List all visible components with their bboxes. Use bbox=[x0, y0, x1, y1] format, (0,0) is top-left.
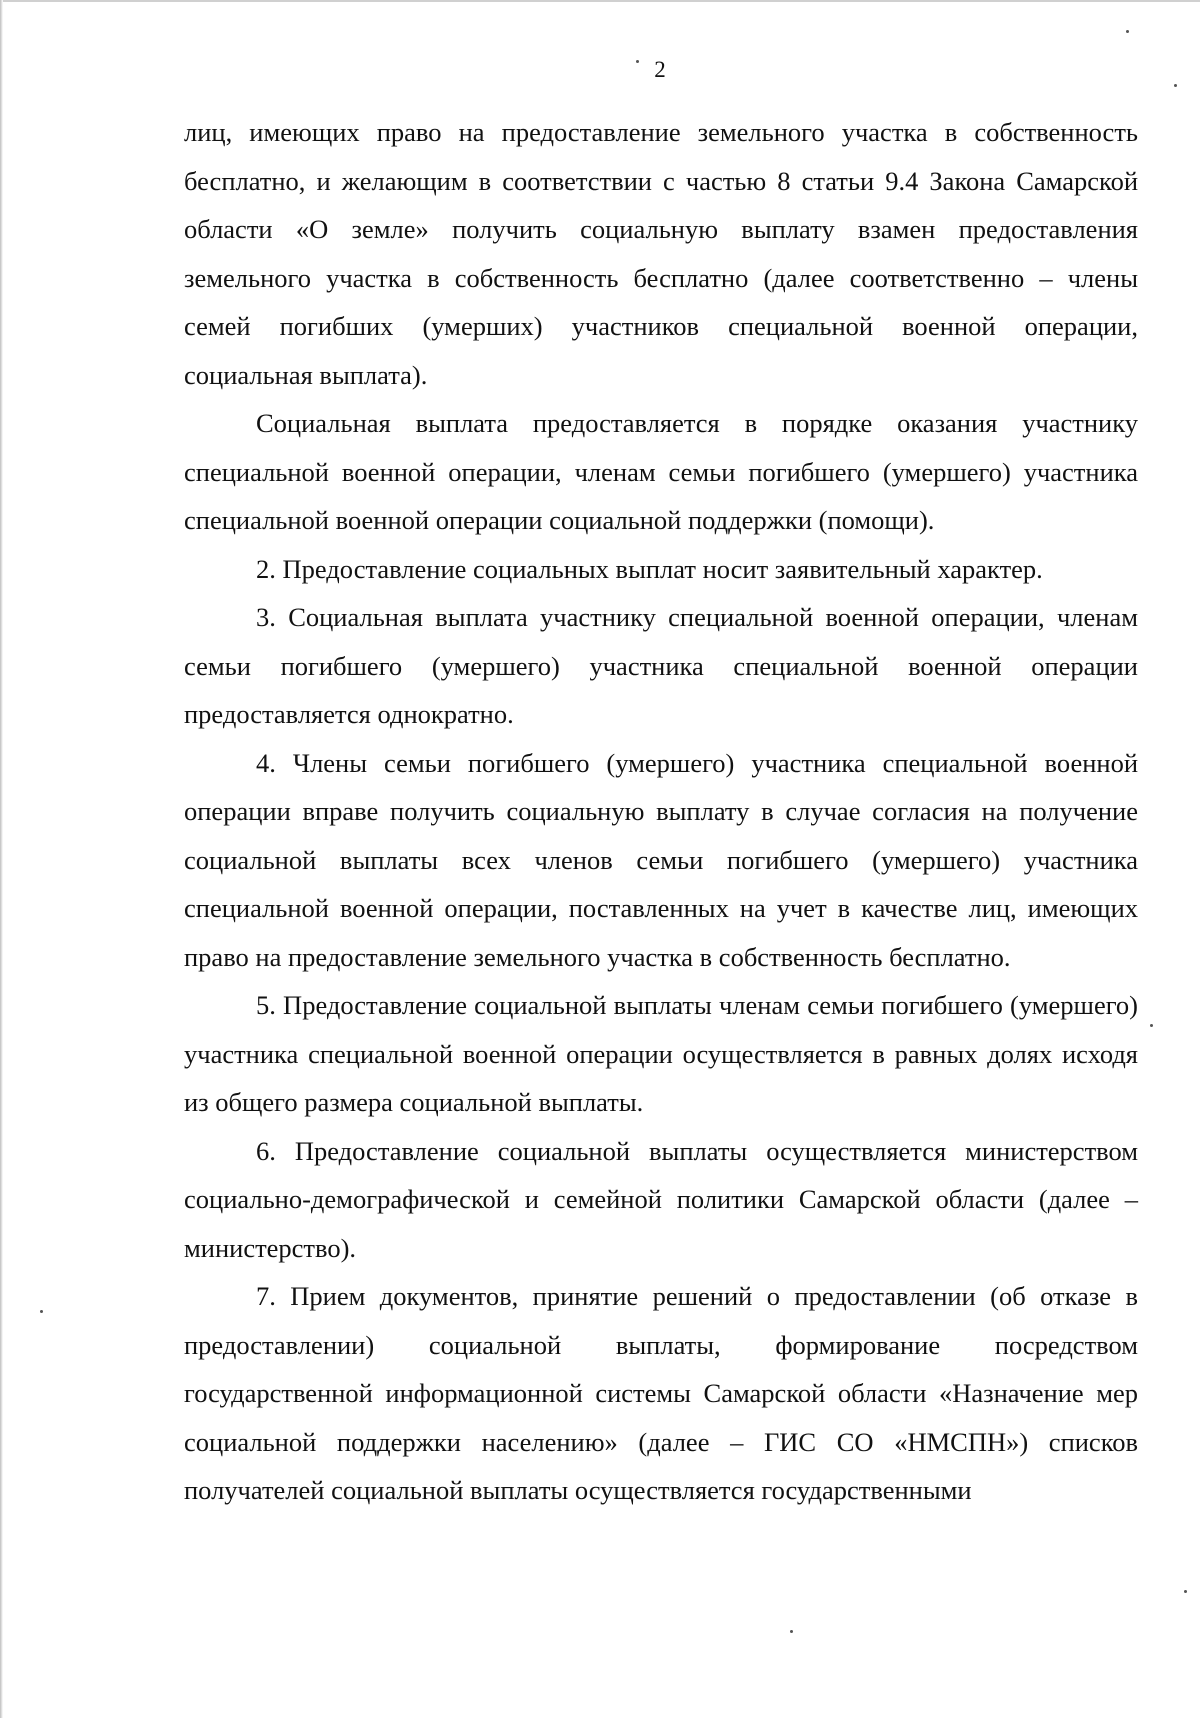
scan-speck bbox=[1126, 30, 1129, 33]
scan-speck bbox=[40, 1310, 43, 1313]
scan-speck bbox=[1150, 1024, 1153, 1027]
paragraph-item-4: 4. Члены семьи погибшего (умершего) участника специальной военной операции вправе получить социальную выплату в случае согласия на получение социальной выплаты всех членов семьи погибшего (умершего) участника специальной военной операции, поставленных на учет в качестве лиц, имеющих право на предоставление земельного участка в собственность бесплатно. bbox=[184, 747, 1138, 972]
paragraph-item-5: 5. Предоставление социальной выплаты членам семьи погибшего (умершего) участника специальной военной операции осуществляется в равных долях исходя из общего размера социальной выплаты. bbox=[184, 990, 1138, 1117]
paragraph-item-2: 2. Предоставление социальных выплат носит заявительный характер. bbox=[256, 553, 1043, 584]
paragraph-continuation: лиц, имеющих право на предоставление земельного участка в собственность бесплатно, и желающим в соответствии с частью 8 статьи 9.4 Закона Самарской области «О земле» получить социальную выплату взамен предоставления земельного участка в собственность бесплатно (далее соответственно – члены семей погибших (умерших) участников специальной военной операции, социальная выплата). bbox=[184, 117, 1138, 390]
page-number: 2 bbox=[654, 57, 666, 82]
scan-left-edge bbox=[0, 0, 3, 1718]
scan-speck bbox=[636, 60, 639, 63]
scan-speck bbox=[790, 1630, 793, 1633]
scan-speck bbox=[1184, 1590, 1187, 1593]
paragraph-social-support: Социальная выплата предоставляется в порядке оказания участнику специальной военной операции, членам семьи погибшего (умершего) участника специальной военной операции социальной поддержки (помощи). bbox=[184, 408, 1138, 535]
scan-speck bbox=[1174, 84, 1177, 87]
paragraph-item-6: 6. Предоставление социальной выплаты осуществляется министерством социально-демографической и семейной политики Самарской области (далее – министерство). bbox=[184, 1135, 1138, 1263]
scan-top-edge bbox=[0, 0, 1200, 2]
document-body bbox=[184, 108, 1138, 1515]
paragraph-item-3: 3. Социальная выплата участнику специальной военной операции, членам семьи погибшего (умершего) участника специальной военной операции предоставляется однократно. bbox=[184, 602, 1138, 729]
paragraph-item-7: 7. Прием документов, принятие решений о предоставлении (об отказе в предоставлении) социальной выплаты, формирование посредством государственной информационной системы Самарской области «Назначение мер социальной поддержки населению» (далее – ГИС СО «НМСПН») списков получателей социальной выплаты осуществляется государственными bbox=[184, 1281, 1138, 1505]
